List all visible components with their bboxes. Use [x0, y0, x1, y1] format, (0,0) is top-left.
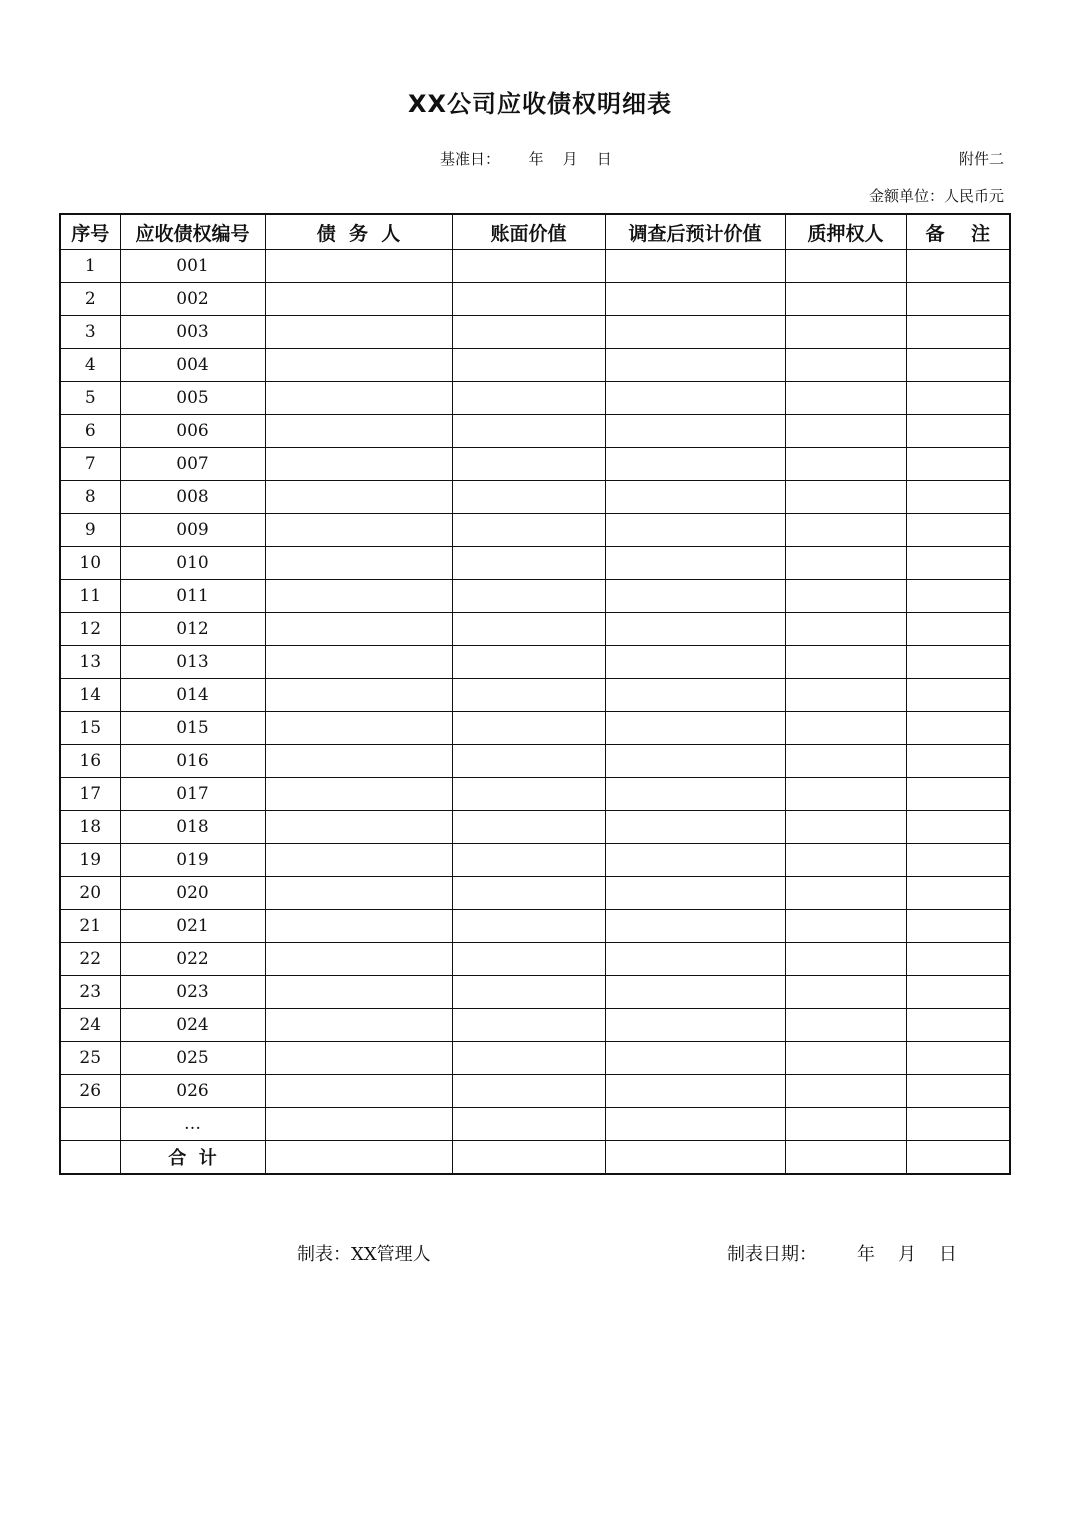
debtor-cell[interactable] — [265, 316, 452, 349]
book-value-cell[interactable] — [452, 778, 605, 811]
debtor-cell[interactable] — [265, 448, 452, 481]
receivable-id-cell: 019 — [120, 844, 265, 877]
estimated-value-cell[interactable] — [605, 1009, 785, 1042]
serial-cell: 18 — [60, 811, 120, 844]
remarks-cell[interactable] — [906, 976, 1010, 1009]
pledgee-cell[interactable] — [785, 646, 906, 679]
book-value-cell[interactable] — [452, 613, 605, 646]
serial-cell: 9 — [60, 514, 120, 547]
serial-cell: 14 — [60, 679, 120, 712]
pledgee-cell[interactable] — [785, 811, 906, 844]
book-value-cell[interactable] — [452, 580, 605, 613]
estimated-value-cell[interactable] — [605, 448, 785, 481]
remarks-total-cell[interactable] — [906, 1141, 1010, 1175]
attachment-label: 附件二 — [958, 150, 1004, 168]
serial-cell: 23 — [60, 976, 120, 1009]
table-row — [60, 1075, 1010, 1108]
remarks-cell[interactable] — [906, 910, 1010, 943]
serial-cell: 4 — [60, 349, 120, 382]
pledgee-total-cell[interactable] — [785, 1141, 906, 1175]
maker-label: 制表：XX管理人 — [297, 1244, 431, 1265]
serial-cell: 21 — [60, 910, 120, 943]
receivable-id-cell: 007 — [120, 448, 265, 481]
book-value-cell[interactable] — [452, 250, 605, 283]
debtor-cell[interactable] — [265, 250, 452, 283]
receivable-id-cell: 022 — [120, 943, 265, 976]
estimated-value-cell[interactable] — [605, 943, 785, 976]
debtor-cell[interactable] — [265, 646, 452, 679]
pledgee-cell[interactable] — [785, 844, 906, 877]
estimated-value-cell[interactable] — [605, 1042, 785, 1075]
table-row — [60, 844, 1010, 877]
table-row — [60, 976, 1010, 1009]
table-row — [60, 745, 1010, 778]
serial-cell: 3 — [60, 316, 120, 349]
remarks-cell[interactable] — [906, 712, 1010, 745]
estimated-value-cell[interactable] — [605, 349, 785, 382]
book-value-total-cell[interactable] — [452, 1141, 605, 1175]
remarks-cell[interactable] — [906, 580, 1010, 613]
remarks-cell[interactable] — [906, 547, 1010, 580]
serial-cell: 11 — [60, 580, 120, 613]
pledgee-cell[interactable] — [785, 349, 906, 382]
debtor-cell[interactable] — [265, 1042, 452, 1075]
receivable-id-cell: 023 — [120, 976, 265, 1009]
table-row — [60, 547, 1010, 580]
remarks-cell[interactable] — [906, 1108, 1010, 1141]
debtor-cell[interactable] — [265, 547, 452, 580]
book-value-cell[interactable] — [452, 1075, 605, 1108]
serial-cell: 17 — [60, 778, 120, 811]
book-value-cell[interactable] — [452, 1108, 605, 1141]
receivable-id-cell: 008 — [120, 481, 265, 514]
remarks-cell[interactable] — [906, 1042, 1010, 1075]
remarks-cell[interactable] — [906, 349, 1010, 382]
remarks-cell[interactable] — [906, 514, 1010, 547]
debtor-cell[interactable] — [265, 580, 452, 613]
table-row — [60, 514, 1010, 547]
header-receivable-id: 应收债权编号 — [120, 214, 265, 250]
book-value-cell[interactable] — [452, 976, 605, 1009]
book-value-cell[interactable] — [452, 415, 605, 448]
receivables-table — [59, 213, 1011, 1175]
estimated-value-cell[interactable] — [605, 844, 785, 877]
debtor-cell[interactable] — [265, 943, 452, 976]
book-value-cell[interactable] — [452, 877, 605, 910]
debtor-cell[interactable] — [265, 811, 452, 844]
debtor-cell[interactable] — [265, 382, 452, 415]
pledgee-cell[interactable] — [785, 745, 906, 778]
debtor-cell[interactable] — [265, 778, 452, 811]
table-row — [60, 481, 1010, 514]
table-header-row — [60, 214, 1010, 250]
debtor-cell[interactable] — [265, 415, 452, 448]
estimated-value-cell[interactable] — [605, 613, 785, 646]
serial-cell: 26 — [60, 1075, 120, 1108]
currency-unit-label: 金额单位：人民币元 — [868, 187, 1004, 205]
serial-cell — [60, 1141, 120, 1175]
debtor-cell[interactable] — [265, 613, 452, 646]
book-value-cell[interactable] — [452, 1009, 605, 1042]
estimated-value-cell[interactable] — [605, 679, 785, 712]
estimated-value-cell[interactable] — [605, 382, 785, 415]
serial-cell: 12 — [60, 613, 120, 646]
remarks-cell[interactable] — [906, 844, 1010, 877]
estimated-value-cell[interactable] — [605, 910, 785, 943]
debtor-cell[interactable] — [265, 349, 452, 382]
table-row — [60, 283, 1010, 316]
book-value-cell[interactable] — [452, 547, 605, 580]
pledgee-cell[interactable] — [785, 877, 906, 910]
book-value-cell[interactable] — [452, 811, 605, 844]
receivable-id-cell: 012 — [120, 613, 265, 646]
remarks-cell[interactable] — [906, 448, 1010, 481]
serial-cell: 22 — [60, 943, 120, 976]
table-row — [60, 943, 1010, 976]
pledgee-cell[interactable] — [785, 481, 906, 514]
make-date-label: 制表日期： 年 月 日 — [727, 1244, 957, 1265]
pledgee-cell[interactable] — [785, 613, 906, 646]
table-row — [60, 349, 1010, 382]
table-row — [60, 316, 1010, 349]
receivable-id-cell: 013 — [120, 646, 265, 679]
estimated-value-cell[interactable] — [605, 976, 785, 1009]
header-estimated-value: 调查后预计价值 — [605, 214, 785, 250]
remarks-cell[interactable] — [906, 250, 1010, 283]
pledgee-cell[interactable] — [785, 514, 906, 547]
receivable-id-cell: 006 — [120, 415, 265, 448]
receivable-id-cell: 015 — [120, 712, 265, 745]
receivable-id-cell: 002 — [120, 283, 265, 316]
book-value-cell[interactable] — [452, 316, 605, 349]
pledgee-cell[interactable] — [785, 712, 906, 745]
pledgee-cell[interactable] — [785, 943, 906, 976]
estimated-value-cell[interactable] — [605, 811, 785, 844]
header-book-value: 账面价值 — [452, 214, 605, 250]
document-title: XX公司应收债权明细表 — [407, 90, 672, 118]
debtor-cell[interactable] — [265, 745, 452, 778]
pledgee-cell[interactable] — [785, 547, 906, 580]
serial-cell: 7 — [60, 448, 120, 481]
remarks-cell[interactable] — [906, 877, 1010, 910]
remarks-cell[interactable] — [906, 481, 1010, 514]
header-debtor: 债 务 人 — [265, 214, 452, 250]
remarks-cell[interactable] — [906, 283, 1010, 316]
serial-cell: 5 — [60, 382, 120, 415]
remarks-cell[interactable] — [906, 679, 1010, 712]
table-row — [60, 613, 1010, 646]
pledgee-cell[interactable] — [785, 679, 906, 712]
debtor-cell[interactable] — [265, 976, 452, 1009]
debtor-cell[interactable] — [265, 910, 452, 943]
estimated-value-cell[interactable] — [605, 580, 785, 613]
pledgee-cell[interactable] — [785, 1108, 906, 1141]
table-row — [60, 448, 1010, 481]
estimated-value-cell[interactable] — [605, 415, 785, 448]
debtor-cell[interactable] — [265, 712, 452, 745]
pledgee-cell[interactable] — [785, 250, 906, 283]
table-row — [60, 646, 1010, 679]
header-remarks: 备 注 — [906, 214, 1010, 250]
receivable-id-cell: 005 — [120, 382, 265, 415]
receivable-id-cell: 001 — [120, 250, 265, 283]
debtor-cell[interactable] — [265, 877, 452, 910]
pledgee-cell[interactable] — [785, 778, 906, 811]
pledgee-cell[interactable] — [785, 448, 906, 481]
remarks-cell[interactable] — [906, 943, 1010, 976]
serial-cell: 19 — [60, 844, 120, 877]
serial-cell: 15 — [60, 712, 120, 745]
total-label-cell: 合 计 — [120, 1141, 265, 1175]
pledgee-cell[interactable] — [785, 415, 906, 448]
book-value-cell[interactable] — [452, 283, 605, 316]
receivable-id-cell: 009 — [120, 514, 265, 547]
table-row — [60, 1042, 1010, 1075]
remarks-cell[interactable] — [906, 316, 1010, 349]
book-value-cell[interactable] — [452, 514, 605, 547]
base-date-label: 基准日： 年 月 日 — [440, 150, 612, 168]
debtor-cell[interactable] — [265, 844, 452, 877]
estimated-value-cell[interactable] — [605, 1075, 785, 1108]
table-row — [60, 712, 1010, 745]
receivable-id-cell: 014 — [120, 679, 265, 712]
remarks-cell[interactable] — [906, 613, 1010, 646]
book-value-cell[interactable] — [452, 448, 605, 481]
pledgee-cell[interactable] — [785, 283, 906, 316]
estimated-value-cell[interactable] — [605, 316, 785, 349]
serial-cell: 6 — [60, 415, 120, 448]
debtor-total-cell[interactable] — [265, 1141, 452, 1175]
estimated-value-cell[interactable] — [605, 712, 785, 745]
remarks-cell[interactable] — [906, 382, 1010, 415]
receivable-id-cell: 010 — [120, 547, 265, 580]
header-serial: 序号 — [60, 214, 120, 250]
estimated-value-cell[interactable] — [605, 250, 785, 283]
estimated-value-cell[interactable] — [605, 1108, 785, 1141]
receivable-id-cell: 025 — [120, 1042, 265, 1075]
remarks-cell[interactable] — [906, 778, 1010, 811]
serial-cell: 13 — [60, 646, 120, 679]
table-row — [60, 1009, 1010, 1042]
remarks-cell[interactable] — [906, 811, 1010, 844]
estimated-value-cell[interactable] — [605, 547, 785, 580]
receivable-id-cell: 026 — [120, 1075, 265, 1108]
serial-cell: 10 — [60, 547, 120, 580]
debtor-cell[interactable] — [265, 481, 452, 514]
table-row — [60, 679, 1010, 712]
receivable-id-cell: 021 — [120, 910, 265, 943]
book-value-cell[interactable] — [452, 646, 605, 679]
table-row — [60, 910, 1010, 943]
remarks-cell[interactable] — [906, 1009, 1010, 1042]
pledgee-cell[interactable] — [785, 910, 906, 943]
debtor-cell[interactable] — [265, 1075, 452, 1108]
pledgee-cell[interactable] — [785, 316, 906, 349]
serial-cell: 20 — [60, 877, 120, 910]
book-value-cell[interactable] — [452, 943, 605, 976]
pledgee-cell[interactable] — [785, 580, 906, 613]
ellipsis-row — [60, 1108, 1010, 1141]
table-row — [60, 811, 1010, 844]
receivable-id-cell: 003 — [120, 316, 265, 349]
remarks-cell[interactable] — [906, 415, 1010, 448]
estimated-value-cell[interactable] — [605, 877, 785, 910]
debtor-cell[interactable] — [265, 514, 452, 547]
header-pledgee: 质押权人 — [785, 214, 906, 250]
pledgee-cell[interactable] — [785, 1042, 906, 1075]
receivable-id-cell: 020 — [120, 877, 265, 910]
ellipsis-cell: … — [120, 1108, 265, 1141]
estimated-value-cell[interactable] — [605, 745, 785, 778]
receivable-id-cell: 016 — [120, 745, 265, 778]
remarks-cell[interactable] — [906, 646, 1010, 679]
pledgee-cell[interactable] — [785, 976, 906, 1009]
table-row — [60, 415, 1010, 448]
book-value-cell[interactable] — [452, 481, 605, 514]
serial-cell: 8 — [60, 481, 120, 514]
serial-cell: 25 — [60, 1042, 120, 1075]
book-value-cell[interactable] — [452, 844, 605, 877]
receivable-id-cell: 018 — [120, 811, 265, 844]
pledgee-cell[interactable] — [785, 382, 906, 415]
estimated-value-cell[interactable] — [605, 514, 785, 547]
receivable-id-cell: 011 — [120, 580, 265, 613]
book-value-cell[interactable] — [452, 349, 605, 382]
book-value-cell[interactable] — [452, 910, 605, 943]
debtor-cell[interactable] — [265, 283, 452, 316]
book-value-cell[interactable] — [452, 712, 605, 745]
receivable-id-cell: 024 — [120, 1009, 265, 1042]
receivable-id-cell: 004 — [120, 349, 265, 382]
book-value-cell[interactable] — [452, 745, 605, 778]
serial-cell: 1 — [60, 250, 120, 283]
estimated-value-cell[interactable] — [605, 778, 785, 811]
table-row — [60, 580, 1010, 613]
pledgee-cell[interactable] — [785, 1009, 906, 1042]
serial-cell: 2 — [60, 283, 120, 316]
serial-cell: 16 — [60, 745, 120, 778]
estimated-value-cell[interactable] — [605, 646, 785, 679]
debtor-cell[interactable] — [265, 679, 452, 712]
table-row — [60, 877, 1010, 910]
remarks-cell[interactable] — [906, 745, 1010, 778]
estimated-value-cell[interactable] — [605, 481, 785, 514]
pledgee-cell[interactable] — [785, 1075, 906, 1108]
book-value-cell[interactable] — [452, 679, 605, 712]
remarks-cell[interactable] — [906, 1075, 1010, 1108]
serial-cell — [60, 1108, 120, 1141]
table-row — [60, 778, 1010, 811]
table-row — [60, 382, 1010, 415]
estimated-value-cell[interactable] — [605, 283, 785, 316]
debtor-cell[interactable] — [265, 1108, 452, 1141]
total-row — [60, 1141, 1010, 1175]
book-value-cell[interactable] — [452, 382, 605, 415]
receivable-id-cell: 017 — [120, 778, 265, 811]
debtor-cell[interactable] — [265, 1009, 452, 1042]
serial-cell: 24 — [60, 1009, 120, 1042]
estimated-value-total-cell[interactable] — [605, 1141, 785, 1175]
book-value-cell[interactable] — [452, 1042, 605, 1075]
table-row — [60, 250, 1010, 283]
